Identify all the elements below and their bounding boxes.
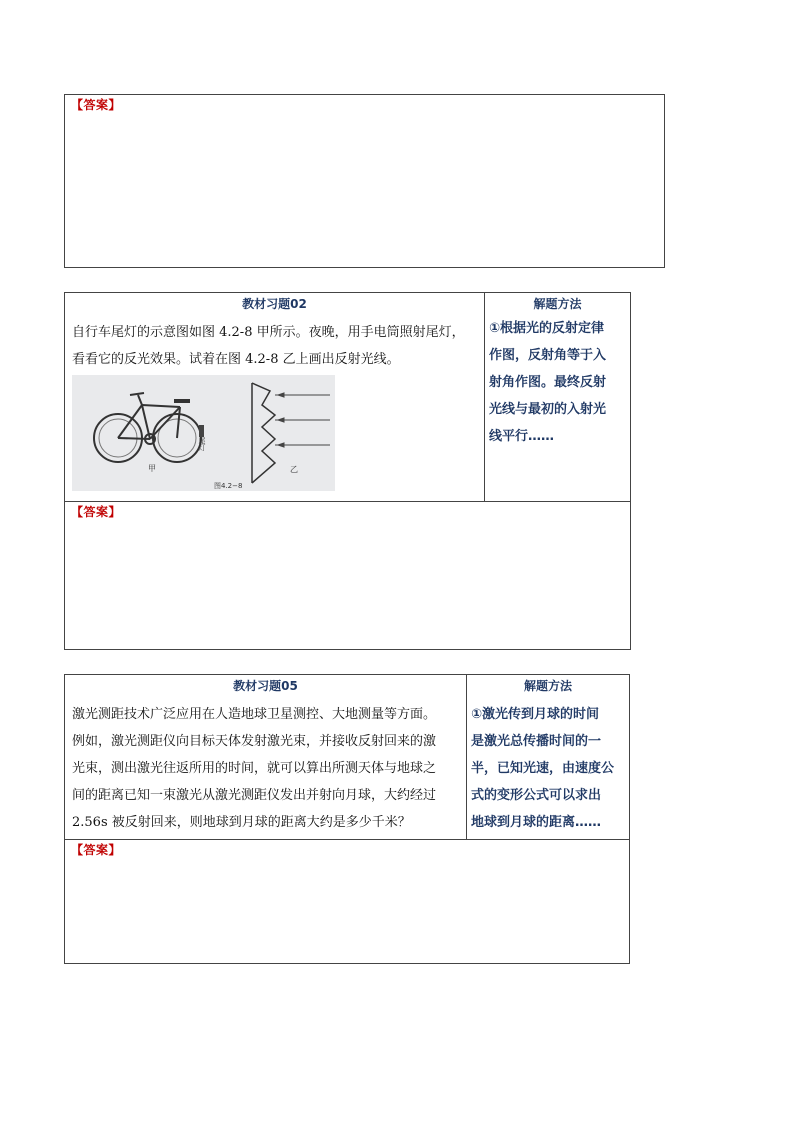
method-line: 射角作图。最终反射	[489, 375, 607, 390]
question-line: 自行车尾灯的示意图如图 4.2-8 甲所示。夜晚，用手电筒照射尾灯，	[72, 325, 465, 340]
answer-box-1	[64, 94, 665, 268]
method-line: 是激光总传播时间的一	[471, 734, 602, 749]
column-divider	[484, 293, 485, 501]
column-divider	[466, 675, 467, 839]
question-line: 例如，激光测距仪向目标天体发射激光束，并接收反射回来的激	[72, 734, 437, 749]
question-line: 看看它的反光效果。试着在图 4.2-8 乙上画出反射光线。	[72, 352, 400, 367]
method-title: 解题方法	[533, 297, 582, 311]
row-divider	[65, 501, 630, 502]
question-line: 2.56s 被反射回来，则地球到月球的距离大约是多少千米？	[72, 815, 411, 830]
label-yi: 乙	[290, 465, 298, 474]
method-text	[471, 701, 629, 836]
exercise-05-table	[64, 674, 630, 964]
method-title: 解题方法	[523, 679, 572, 693]
method-line: 线平行……	[489, 429, 555, 444]
exercise-title: 教材习题02	[242, 297, 307, 311]
taillight-label: 尾灯	[198, 437, 206, 451]
method-line: 作图，反射角等于入	[489, 348, 607, 363]
bicycle-figure	[72, 375, 335, 491]
method-line: 光线与最初的入射光	[489, 402, 607, 417]
method-line: 式的变形公式可以求出	[471, 788, 602, 803]
answer-label: 【答案】	[71, 98, 122, 112]
bicycle-illustration	[94, 393, 201, 462]
exercise-02-table	[64, 292, 631, 650]
reflector-diagram	[252, 383, 275, 483]
question-line: 间的距离已知一束激光从激光测距仪发出并射向月球，大约经过	[72, 788, 437, 803]
question-line: 激光测距技术广泛应用在人造地球卫星测控、大地测量等方面。	[72, 707, 437, 722]
answer-label: 【答案】	[71, 843, 122, 857]
question-line: 光束，测出激光往返所用的时间，就可以算出所测天体与地球之	[72, 761, 437, 776]
method-line: 半，已知光速，由速度公	[471, 761, 615, 776]
method-text	[489, 315, 631, 450]
label-jia: 甲	[148, 464, 156, 473]
exercise-title: 教材习题05	[233, 679, 298, 693]
method-line: ①激光传到月球的时间	[471, 707, 600, 722]
method-line: 地球到月球的距离……	[471, 815, 602, 830]
figure-caption: 图4.2−8	[214, 482, 243, 490]
taillight-mark	[199, 425, 204, 437]
row-divider	[65, 839, 629, 840]
incident-rays	[275, 393, 330, 447]
figure-photo	[72, 375, 335, 491]
answer-label: 【答案】	[71, 505, 122, 519]
method-line: ①根据光的反射定律	[489, 321, 605, 336]
